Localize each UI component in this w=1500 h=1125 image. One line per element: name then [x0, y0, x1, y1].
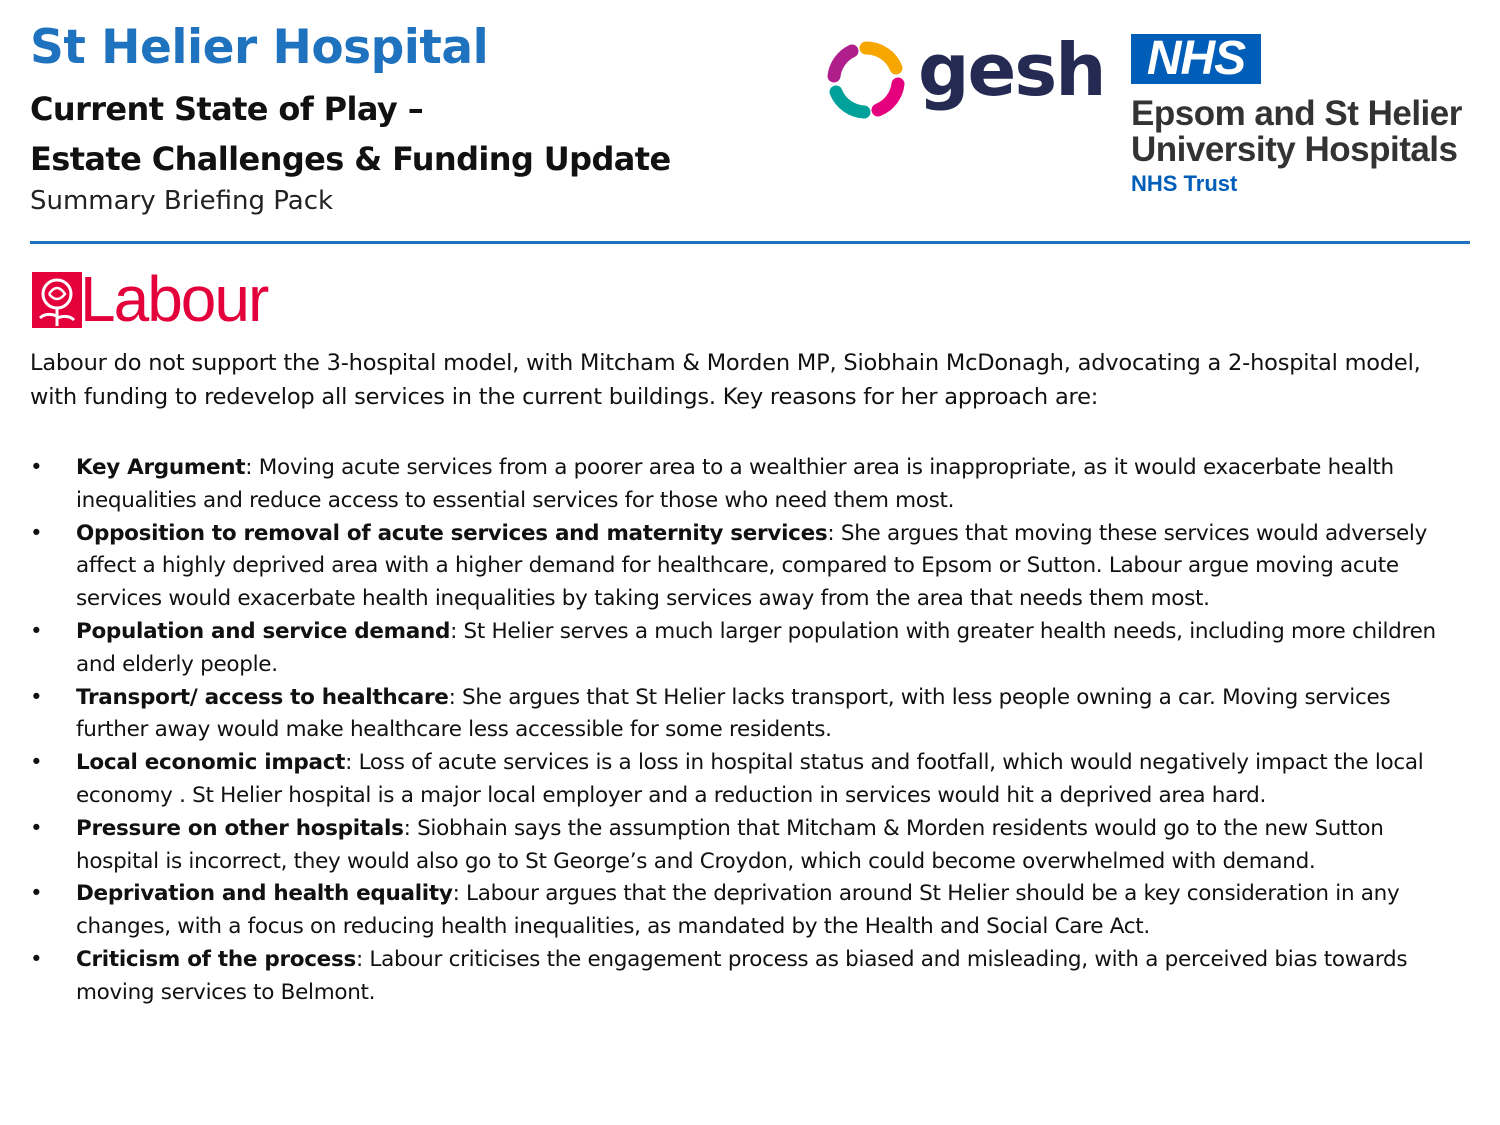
- point-heading: Key Argument: [76, 455, 246, 480]
- point-text: : Loss of acute services is a loss in hospital status and footfall, which would negatively impact the local economy . St Helier hospital is a major local employer and a reduction in services would hit a deprived area hard.: [76, 750, 1424, 808]
- nhs-trust-label: NHS Trust: [1131, 171, 1238, 196]
- page-title: St Helier Hospital: [30, 20, 489, 75]
- gesh-wordmark: gesh: [918, 28, 1105, 112]
- point-heading: Population and service demand: [76, 618, 451, 644]
- bullet-glyph: •: [30, 455, 43, 480]
- labour-wordmark: Labour: [80, 263, 268, 335]
- point-heading: Local economic impact: [76, 750, 346, 776]
- gesh-ring-icon: [826, 40, 906, 120]
- point-text: : She argues that St Helier lacks transport, with less people owning a car. Moving services further away would make healthcare less accessible for some residents.: [76, 684, 1391, 743]
- list-item: [30, 878, 1450, 944]
- point-heading: Deprivation and health equality: [76, 881, 453, 907]
- list-item: [30, 747, 1450, 813]
- point-heading: Pressure on other hospitals: [76, 815, 404, 841]
- nhs-trust-name-line-2: University Hospitals: [1131, 130, 1458, 169]
- header-divider: [30, 241, 1470, 244]
- nhs-trust-name-line-1: Epsom and St Helier: [1131, 94, 1462, 133]
- point-heading: Transport/ access to healthcare: [76, 684, 449, 710]
- rose-icon: [32, 272, 82, 328]
- point-text: : Moving acute services from a poorer area to a wealthier area is inappropriate, as it would exacerbate health inequalities and reduce access to essential services for those who need them most.: [76, 455, 1394, 513]
- subtitle-line-1: Current State of Play –: [30, 90, 424, 128]
- bullet-glyph: •: [30, 946, 43, 972]
- labour-logo: [32, 263, 322, 335]
- nhs-badge: NHS: [1131, 34, 1261, 84]
- list-item: [30, 616, 1450, 682]
- point-heading: Criticism of the process: [76, 946, 356, 972]
- list-item: [30, 452, 1450, 518]
- point-text: : Siobhain says the assumption that Mitcham & Morden residents would go to the new Sutton hospital is incorrect, they would also go to St George’s and Croydon, which could become overwhelmed with demand.: [76, 815, 1384, 874]
- briefing-tagline: Summary Briefing Pack: [30, 186, 334, 216]
- point-heading: Opposition to removal of acute services and maternity services: [76, 520, 828, 546]
- bullet-glyph: •: [30, 750, 43, 776]
- key-reasons-list: [30, 452, 1450, 1010]
- subtitle-line-2: Estate Challenges & Funding Update: [30, 140, 671, 178]
- point-text: : Labour criticises the engagement process as biased and misleading, with a perceived bias towards moving services to Belmont.: [76, 946, 1408, 1005]
- list-item: [30, 944, 1450, 1010]
- point-text: : St Helier serves a much larger population with greater health needs, including more children and elderly people.: [76, 618, 1436, 677]
- point-text: : Labour argues that the deprivation around St Helier should be a key consideration in any changes, with a focus on reducing health inequalities, as mandated by the Health and Social Care Act.: [76, 881, 1400, 940]
- point-text: : She argues that moving these services would adversely affect a highly deprived area with a higher demand for healthcare, compared to Epsom or Sutton. Labour argue moving acute services would exacerbate health inequalities by taking services away from the area that needs them most.: [76, 520, 1428, 612]
- list-item: [30, 813, 1450, 879]
- intro-paragraph: Labour do not support the 3-hospital model, with Mitcham & Morden MP, Siobhain McDonagh, advocating a 2-hospital model, with funding to redevelop all services in the current buildings. Key reasons for her approach are:: [30, 350, 1421, 410]
- bullet-glyph: •: [30, 881, 43, 907]
- list-item: [30, 518, 1450, 616]
- gesh-logo: [826, 28, 1106, 126]
- bullet-glyph: •: [30, 815, 43, 841]
- nhs-trust-logo: [1131, 34, 1476, 204]
- bullet-glyph: •: [30, 684, 43, 710]
- bullet-glyph: •: [30, 520, 43, 546]
- list-item: [30, 682, 1450, 748]
- bullet-glyph: •: [30, 618, 43, 644]
